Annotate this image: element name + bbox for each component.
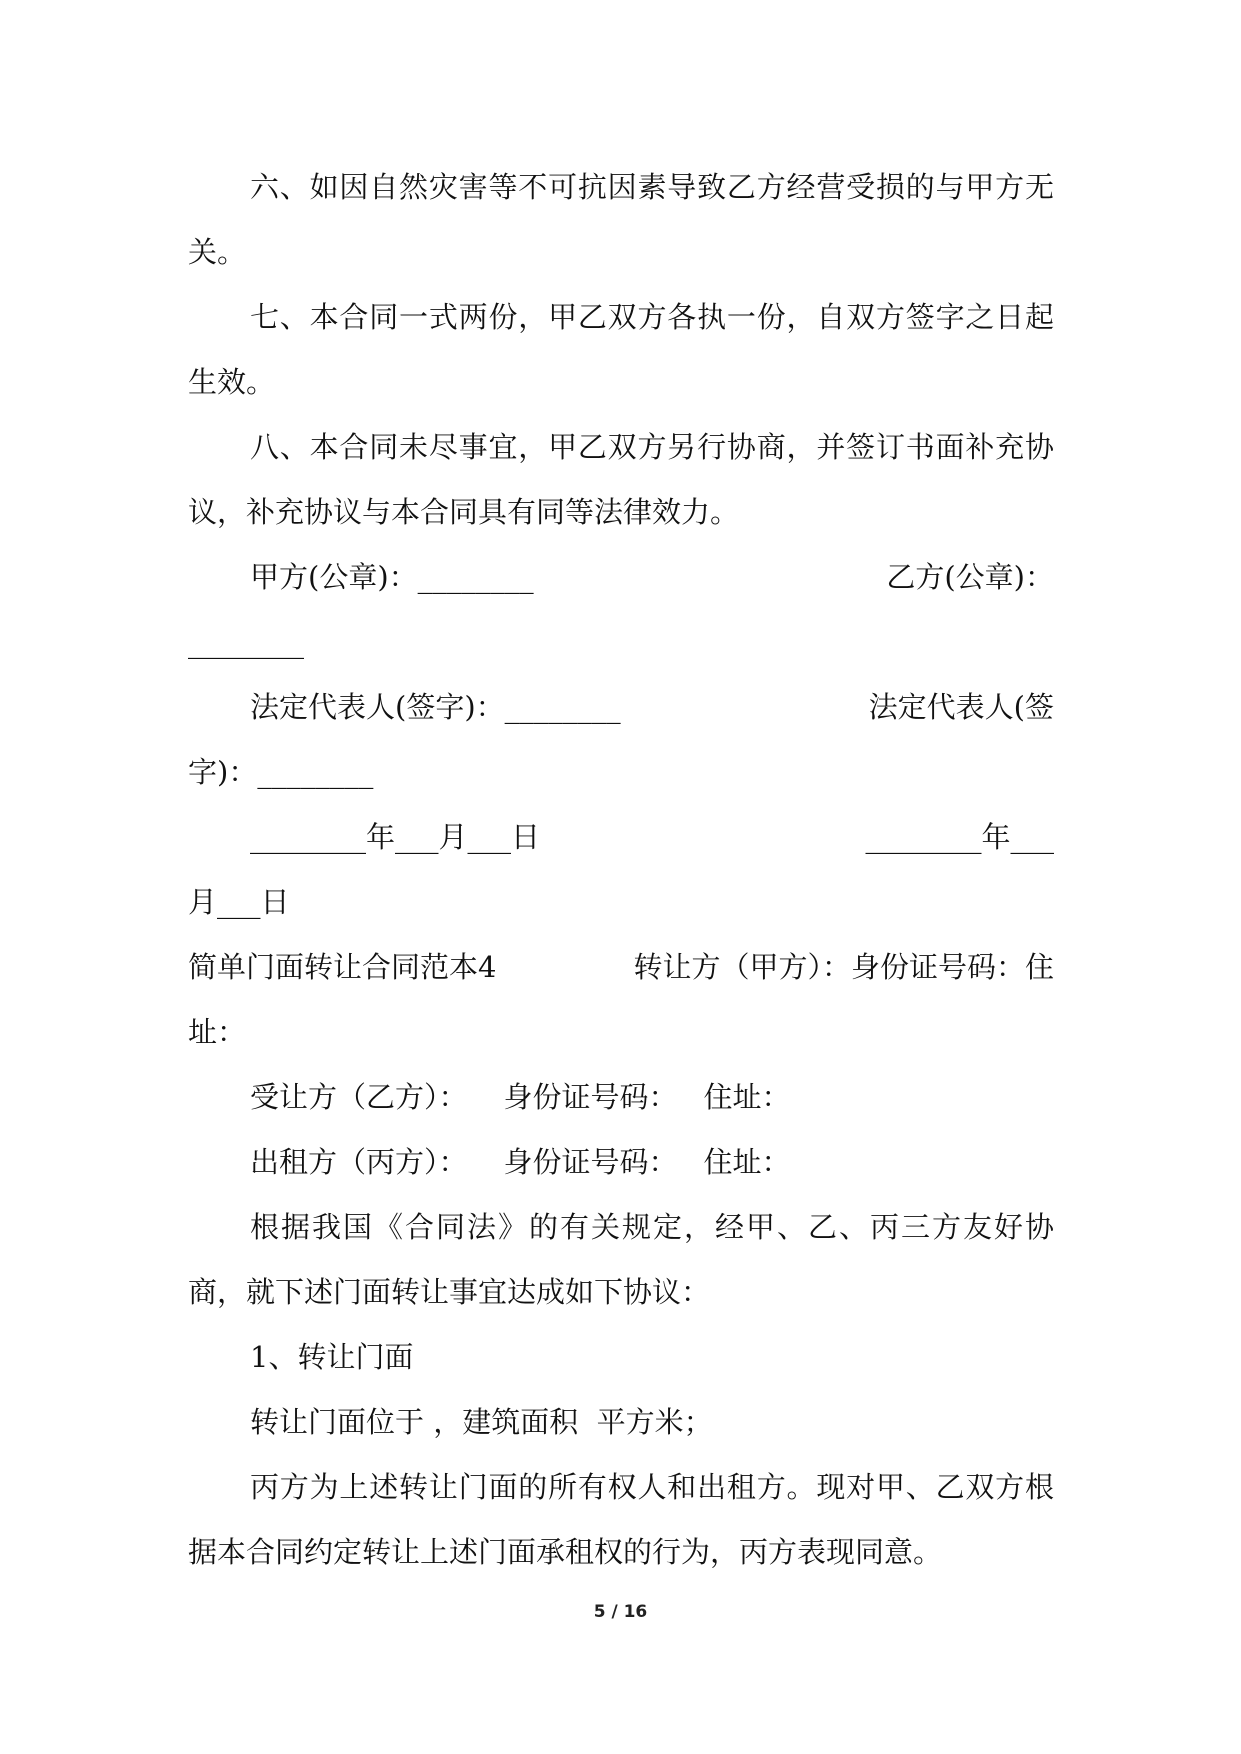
transferee-line	[188, 1065, 1054, 1130]
document-body	[188, 155, 1054, 1585]
party-b-seal-blank: ________	[188, 625, 304, 659]
page-number: 5 / 16	[593, 1602, 648, 1622]
contract4-header-row	[188, 935, 1054, 1000]
party-b-representative: 法定代表人(签	[868, 690, 1054, 724]
party-b-date-cont: 月___日	[188, 885, 290, 919]
clause-8: 八、本合同未尽事宜，甲乙双方另行协商，并签订书面补充协议，补充协议与本合同具有同等法律效力。	[188, 430, 1054, 529]
contract4-title: 简单门面转让合同范本4	[188, 950, 497, 984]
transferor-line: 转让方（甲方）：身份证号码：住	[633, 950, 1054, 984]
lessor-line	[188, 1130, 1054, 1195]
section-1-consent: 丙方为上述转让门面的所有权人和出租方。现对甲、乙双方根据本合同约定转让上述门面承租权的行为，丙方表现同意。	[188, 1470, 1054, 1569]
preamble: 根据我国《合同法》的有关规定，经甲、乙、丙三方友好协商，就下述门面转让事宜达成如下协议：	[188, 1210, 1054, 1309]
lessor-id: 身份证号码：	[503, 1145, 678, 1179]
representative-row	[188, 675, 1054, 740]
clause-6: 六、如因自然灾害等不可抗因素导致乙方经营受损的与甲方无关。	[188, 170, 1054, 269]
transferee-party: 受让方（乙方）：	[250, 1080, 468, 1114]
lessor-party: 出租方（丙方）：	[250, 1145, 468, 1179]
party-a-date: ________年___月___日	[250, 820, 541, 854]
clause-7: 七、本合同一式两份，甲乙双方各执一份，自双方签字之日起生效。	[188, 300, 1054, 399]
transferee-id: 身份证号码：	[503, 1080, 678, 1114]
transferee-address: 住址：	[703, 1080, 791, 1114]
party-b-date: ________年___	[865, 820, 1054, 854]
lessor-address: 住址：	[703, 1145, 791, 1179]
section-1-heading: 1、转让门面	[250, 1340, 414, 1374]
section-1-location: 转让门面位于 ，建筑面积 平方米；	[250, 1405, 713, 1439]
date-row	[188, 805, 1054, 870]
party-b-seal: 乙方(公章)：	[886, 560, 1054, 594]
seal-row	[188, 545, 1054, 610]
party-a-seal: 甲方(公章)：________	[250, 560, 534, 594]
transferor-line-cont: 址：	[188, 1015, 247, 1049]
party-a-representative: 法定代表人(签字)：________	[250, 690, 621, 724]
party-b-representative-cont: 字)：________	[188, 755, 374, 789]
